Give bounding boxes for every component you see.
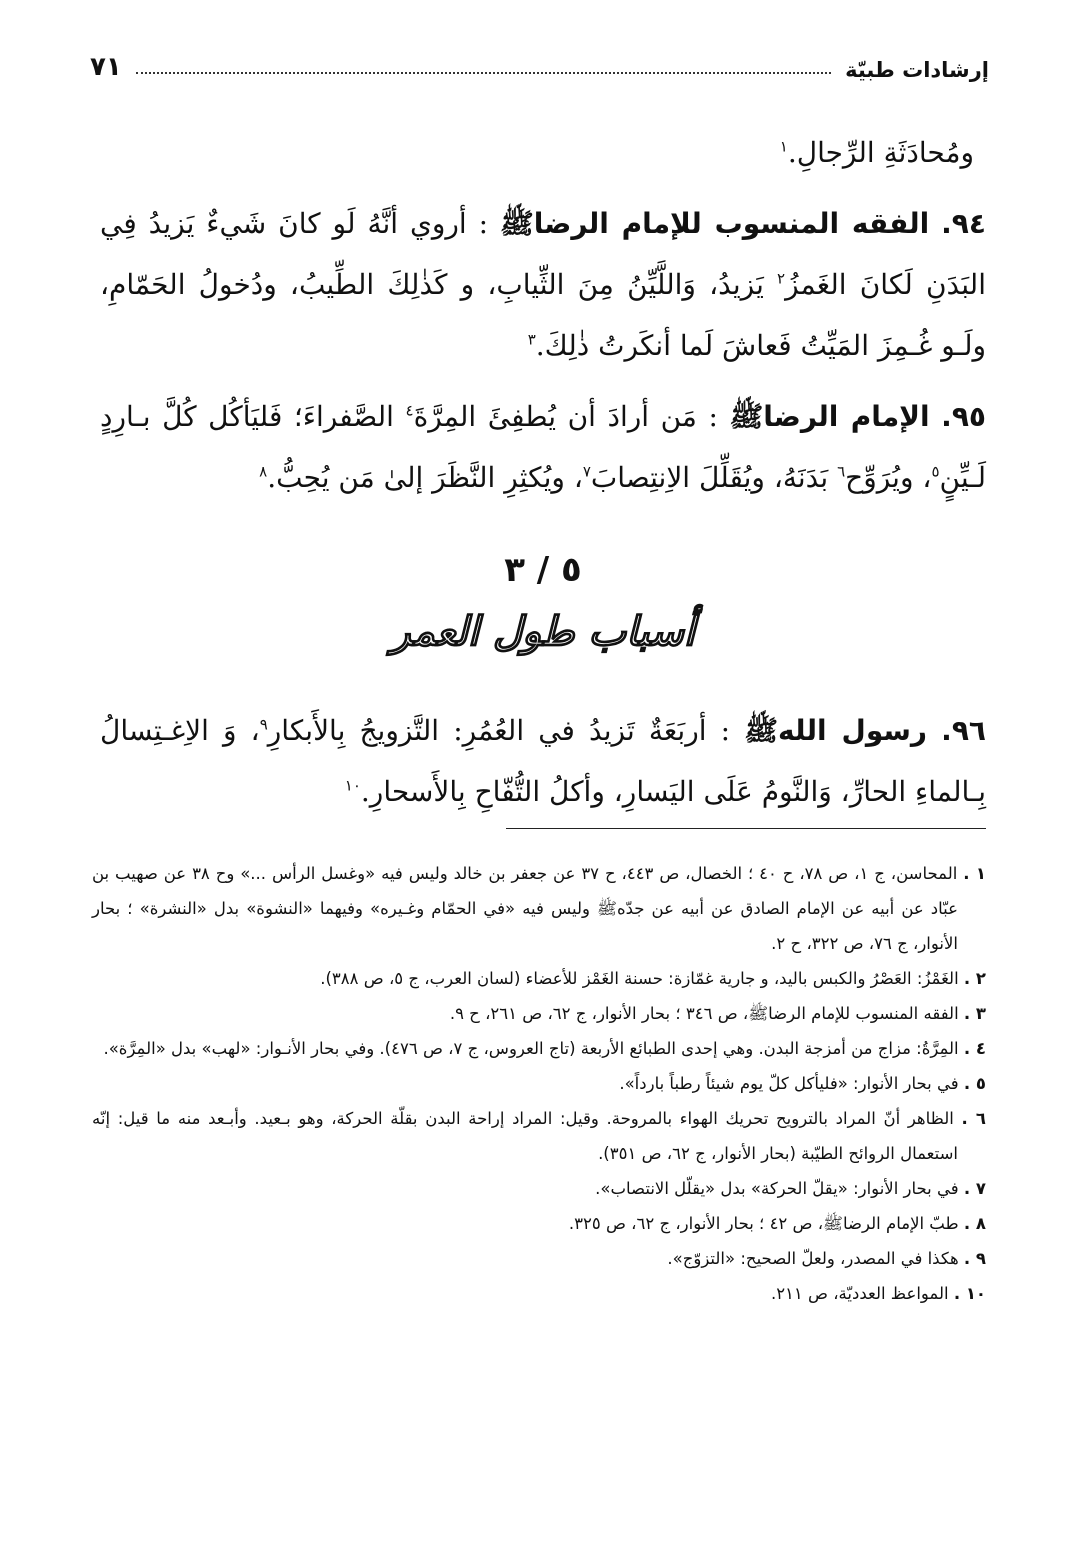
- footnote-6: [92, 1101, 986, 1171]
- hadith-number: ٩٤.: [941, 207, 986, 240]
- footnote-text: الفقه المنسوب للإمام الرضاﷺ، ص ٣٤٦ ؛ بحار الأنوار، ج ٦٢، ص ٢٦١، ح ٩.: [449, 1004, 959, 1023]
- footnote-7: [92, 1171, 986, 1206]
- footnote-number: ٤ .: [963, 1039, 986, 1058]
- footnote-ref: ١: [779, 137, 788, 156]
- footnote-3: [92, 996, 986, 1031]
- header-dotted-leader: [136, 72, 831, 74]
- hadith-text: : أروي أنَّهُ لَو كانَ شَيءٌ يَزيدُ فِي البَدَنِ لَكانَ الغَمزُ: [100, 207, 986, 301]
- footnote-number: ٣ .: [963, 1004, 986, 1023]
- footnote-number: ١٠ .: [953, 1284, 986, 1303]
- footnote-ref: ٩: [259, 715, 268, 734]
- footnote-text: هكذا في المصدر، ولعلّ الصحيح: «التزوّج».: [667, 1249, 959, 1268]
- footnote-4: [92, 1031, 986, 1066]
- footnote-text: في بحار الأنوار: «فليأكل كلّ يوم شيئاً رطباً بارداً».: [619, 1074, 959, 1093]
- footnote-ref: ٨: [259, 462, 268, 481]
- paragraph-text: ومُحادَثَةِ الرِّجالِ.: [787, 136, 974, 169]
- footnote-separator: [506, 828, 986, 829]
- hadith-text: يَزيدُ، وَاللَّيِّنُ مِنَ الثِّيابِ، و كَذٰلِكَ الطِّيبُ، ودُخولُ الحَمّامِ، ولَـو غُـمِزَ المَيِّتُ فَعاشَ لَما أنكَرتُ ذٰلِكَ.: [100, 268, 986, 362]
- footnote-text: الغَمْزُ: العَصْرُ والكبس باليد، و جارية غمّازة: حسنة الغَمْز للأعضاء (لسان العرب، ج ٥، ص ٣٨٨).: [320, 969, 959, 988]
- footnote-number: ٧ .: [963, 1179, 986, 1198]
- hadith-source: الإمام الرضاﷺ: [729, 400, 930, 433]
- footnote-ref: ٧: [582, 462, 591, 481]
- paragraph-continuation: [100, 122, 974, 183]
- footnote-ref: ٤: [405, 401, 414, 420]
- footnote-text: المِرَّةُ: مزاج من أمزجة البدن. وهي إحدى الطبائع الأربعة (تاج العروس، ج ٧، ص ٤٧٦). وفي بحار الأنـوار: «لهب» بدل «المِرَّة».: [103, 1039, 959, 1058]
- footnote-ref: ٥: [931, 462, 940, 481]
- footnote-ref: ٦: [837, 462, 846, 481]
- footnote-number: ٦ .: [961, 1109, 986, 1128]
- main-text: [100, 122, 986, 508]
- main-text-section: [100, 700, 986, 822]
- footnote-5: [92, 1066, 986, 1101]
- section-title: أسباب طول العمر: [391, 608, 695, 655]
- hadith-96: [100, 700, 986, 822]
- section-heading: [100, 548, 986, 658]
- hadith-text: : أربَعَةٌ تَزيدُ في العُمُرِ: التَّزويجُ بِالأَبكارِ: [267, 714, 731, 747]
- footnote-number: ٩ .: [963, 1249, 986, 1268]
- hadith-95: [100, 386, 986, 508]
- footnote-text: المواعظ العدديّة، ص ٢١١.: [770, 1284, 949, 1303]
- footnote-number: ١ .: [963, 864, 986, 883]
- footnote-10: [92, 1276, 986, 1311]
- page-number: ٧١: [90, 52, 122, 82]
- hadith-source: الفقه المنسوب للإمام الرضاﷺ: [499, 207, 930, 240]
- hadith-text: الصَّفراءَ؛ فَليَأكُل كُلَّ بـارِدٍ لَـيِّنٍ: [100, 400, 986, 494]
- footnote-text: في بحار الأنوار: «يقلّ الحركة» بدل «يقلّل الانتصاب».: [595, 1179, 959, 1198]
- footnote-9: [92, 1241, 986, 1276]
- footnote-number: ٥ .: [963, 1074, 986, 1093]
- hadith-text: بَدَنَهُ، ويُقَلِّلَ الاِنتِصابَ: [590, 461, 838, 494]
- footnote-ref: ٣: [527, 330, 536, 349]
- footnote-text: طبّ الإمام الرضاﷺ، ص ٤٢ ؛ بحار الأنوار، ج ٦٢، ص ٣٢٥.: [568, 1214, 959, 1233]
- footnotes: [92, 856, 986, 1311]
- footnote-ref: ٢: [777, 269, 786, 288]
- footnote-ref: ١٠: [344, 776, 361, 795]
- hadith-number: ٩٥.: [941, 400, 986, 433]
- hadith-number: ٩٦.: [941, 714, 986, 747]
- footnote-text: الظاهر أنّ المراد بالترويح تحريك الهواء بالمروحة. وقيل: المراد إراحة البدن بقلّة الحركة، وهو بـعيد. وأبـعد منه ما قيل: إنّه استعمال الروائح الطيّبة (بحار الأنوار، ج ٦٢، ص ٣٥١).: [92, 1109, 958, 1163]
- footnote-8: [92, 1206, 986, 1241]
- hadith-text: : مَن أرادَ أن يُطفِئَ المِرَّةَ: [413, 400, 718, 433]
- footnote-number: ٨ .: [963, 1214, 986, 1233]
- hadith-text: ، وَ الاِغـتِسالُ بِـالماءِ الحارِّ، وَالنَّومُ عَلَى اليَسارِ، وأكلُ التُّفّاحِ بِالأَسحارِ.: [100, 714, 986, 808]
- footnote-1: [92, 856, 986, 961]
- hadith-text: ، ويُكثِرِ النَّظَرَ إلىٰ مَن يُحِبُّ.: [267, 461, 583, 494]
- footnote-text: المحاسن، ج ١، ص ٧٨، ح ٤٠ ؛ الخصال، ص ٤٤٣، ح ٣٧ عن جعفر بن خالد وليس فيه «وغسل الرأس ...» وح ٣٨ عن صهيب بن عبّاد عن أبيه عن الإمام الصادق عن أبيه عن جدّهﷺ وليس فيه «في الحمّام وغـيره» وفيهما «النشوة» بدل «النشرة» ؛ بحار الأنوار، ج ٧٦، ص ٣٢٢، ح ٢.: [92, 864, 958, 953]
- hadith-source: رسول اللهﷺ: [744, 714, 928, 747]
- hadith-94: [100, 193, 986, 376]
- section-number: ٥ / ٣: [504, 550, 582, 590]
- running-header-title: إرشادات طبيّة: [845, 58, 989, 82]
- running-header: [90, 38, 989, 82]
- hadith-text: ، ويُرَوِّح: [845, 461, 932, 494]
- footnote-2: [92, 961, 986, 996]
- footnote-number: ٢ .: [963, 969, 986, 988]
